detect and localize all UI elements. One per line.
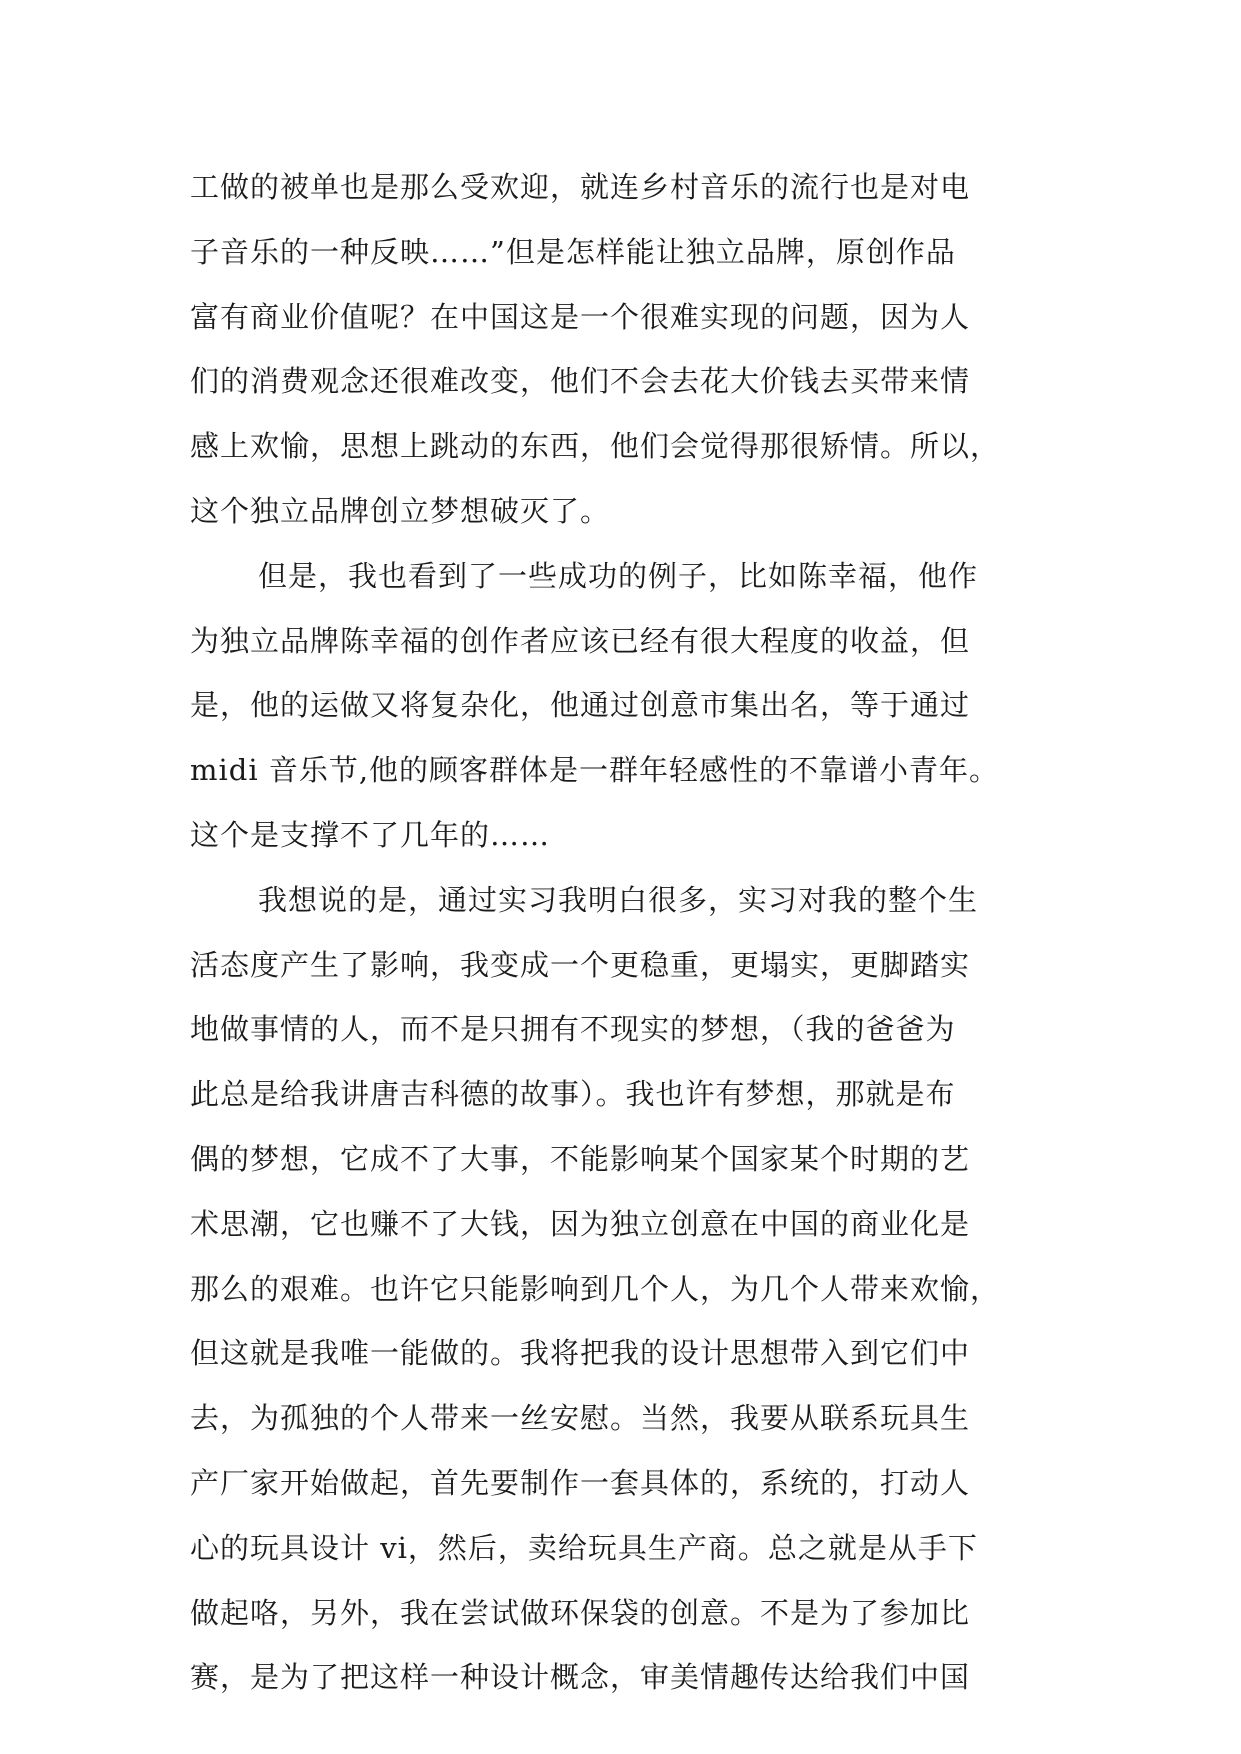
text-line: 术思潮，它也赚不了大钱，因为独立创意在中国的商业化是 bbox=[190, 1206, 971, 1241]
body-text bbox=[190, 155, 1060, 1710]
text-line: 赛，是为了把这样一种设计概念，审美情趣传达给我们中国 bbox=[190, 1660, 971, 1695]
text-line: 活态度产生了影响，我变成一个更稳重，更塌实，更脚踏实 bbox=[190, 947, 971, 982]
text-line: 那么的艰难。也许它只能影响到几个人，为几个人带来欢愉， bbox=[190, 1271, 1001, 1306]
text-line: 这个独立品牌创立梦想破灭了。 bbox=[190, 493, 611, 528]
text-line: 工做的被单也是那么受欢迎，就连乡村音乐的流行也是对电 bbox=[190, 170, 971, 204]
text-line: 富有商业价值呢？在中国这是一个很难实现的问题，因为人 bbox=[190, 299, 971, 334]
text-line: 心的玩具设计 vi，然后，卖给玩具生产商。总之就是从手下 bbox=[190, 1530, 978, 1565]
text-line: 子音乐的一种反映……”但是怎样能让独立品牌，原创作品 bbox=[190, 234, 956, 269]
text-line: 产厂家开始做起，首先要制作一套具体的，系统的，打动人 bbox=[190, 1465, 971, 1500]
paragraph-first-line: 但是，我也看到了一些成功的例子，比如陈幸福，他作 bbox=[258, 558, 979, 593]
text-line: 但这就是我唯一能做的。我将把我的设计思想带入到它们中 bbox=[190, 1336, 971, 1371]
text-line: 偶的梦想，它成不了大事，不能影响某个国家某个时期的艺 bbox=[190, 1141, 971, 1176]
text-line: 感上欢愉，思想上跳动的东西，他们会觉得那很矫情。所以， bbox=[190, 429, 1001, 464]
text-line: 此总是给我讲唐吉科德的故事）。我也许有梦想，那就是布 bbox=[190, 1077, 956, 1112]
text-line: 为独立品牌陈幸福的创作者应该已经有很大程度的收益，但 bbox=[190, 623, 971, 658]
text-line: 做起咯，另外，我在尝试做环保袋的创意。不是为了参加比 bbox=[190, 1595, 971, 1630]
text-line: 们的消费观念还很难改变，他们不会去花大价钱去买带来情 bbox=[190, 364, 971, 399]
text-line: 这个是支撑不了几年的…… bbox=[190, 817, 551, 852]
text-line: 是，他的运做又将复杂化，他通过创意市集出名，等于通过 bbox=[190, 688, 971, 723]
text-line: midi 音乐节,他的顾客群体是一群年轻感性的不靠谱小青年。 bbox=[190, 753, 1000, 788]
text-line: 去，为孤独的个人带来一丝安慰。当然，我要从联系玩具生 bbox=[190, 1401, 971, 1436]
text-line: 地做事情的人，而不是只拥有不现实的梦想，（我的爸爸为 bbox=[190, 1012, 956, 1047]
paragraph-first-line: 我想说的是，通过实习我明白很多，实习对我的整个生 bbox=[258, 882, 979, 917]
